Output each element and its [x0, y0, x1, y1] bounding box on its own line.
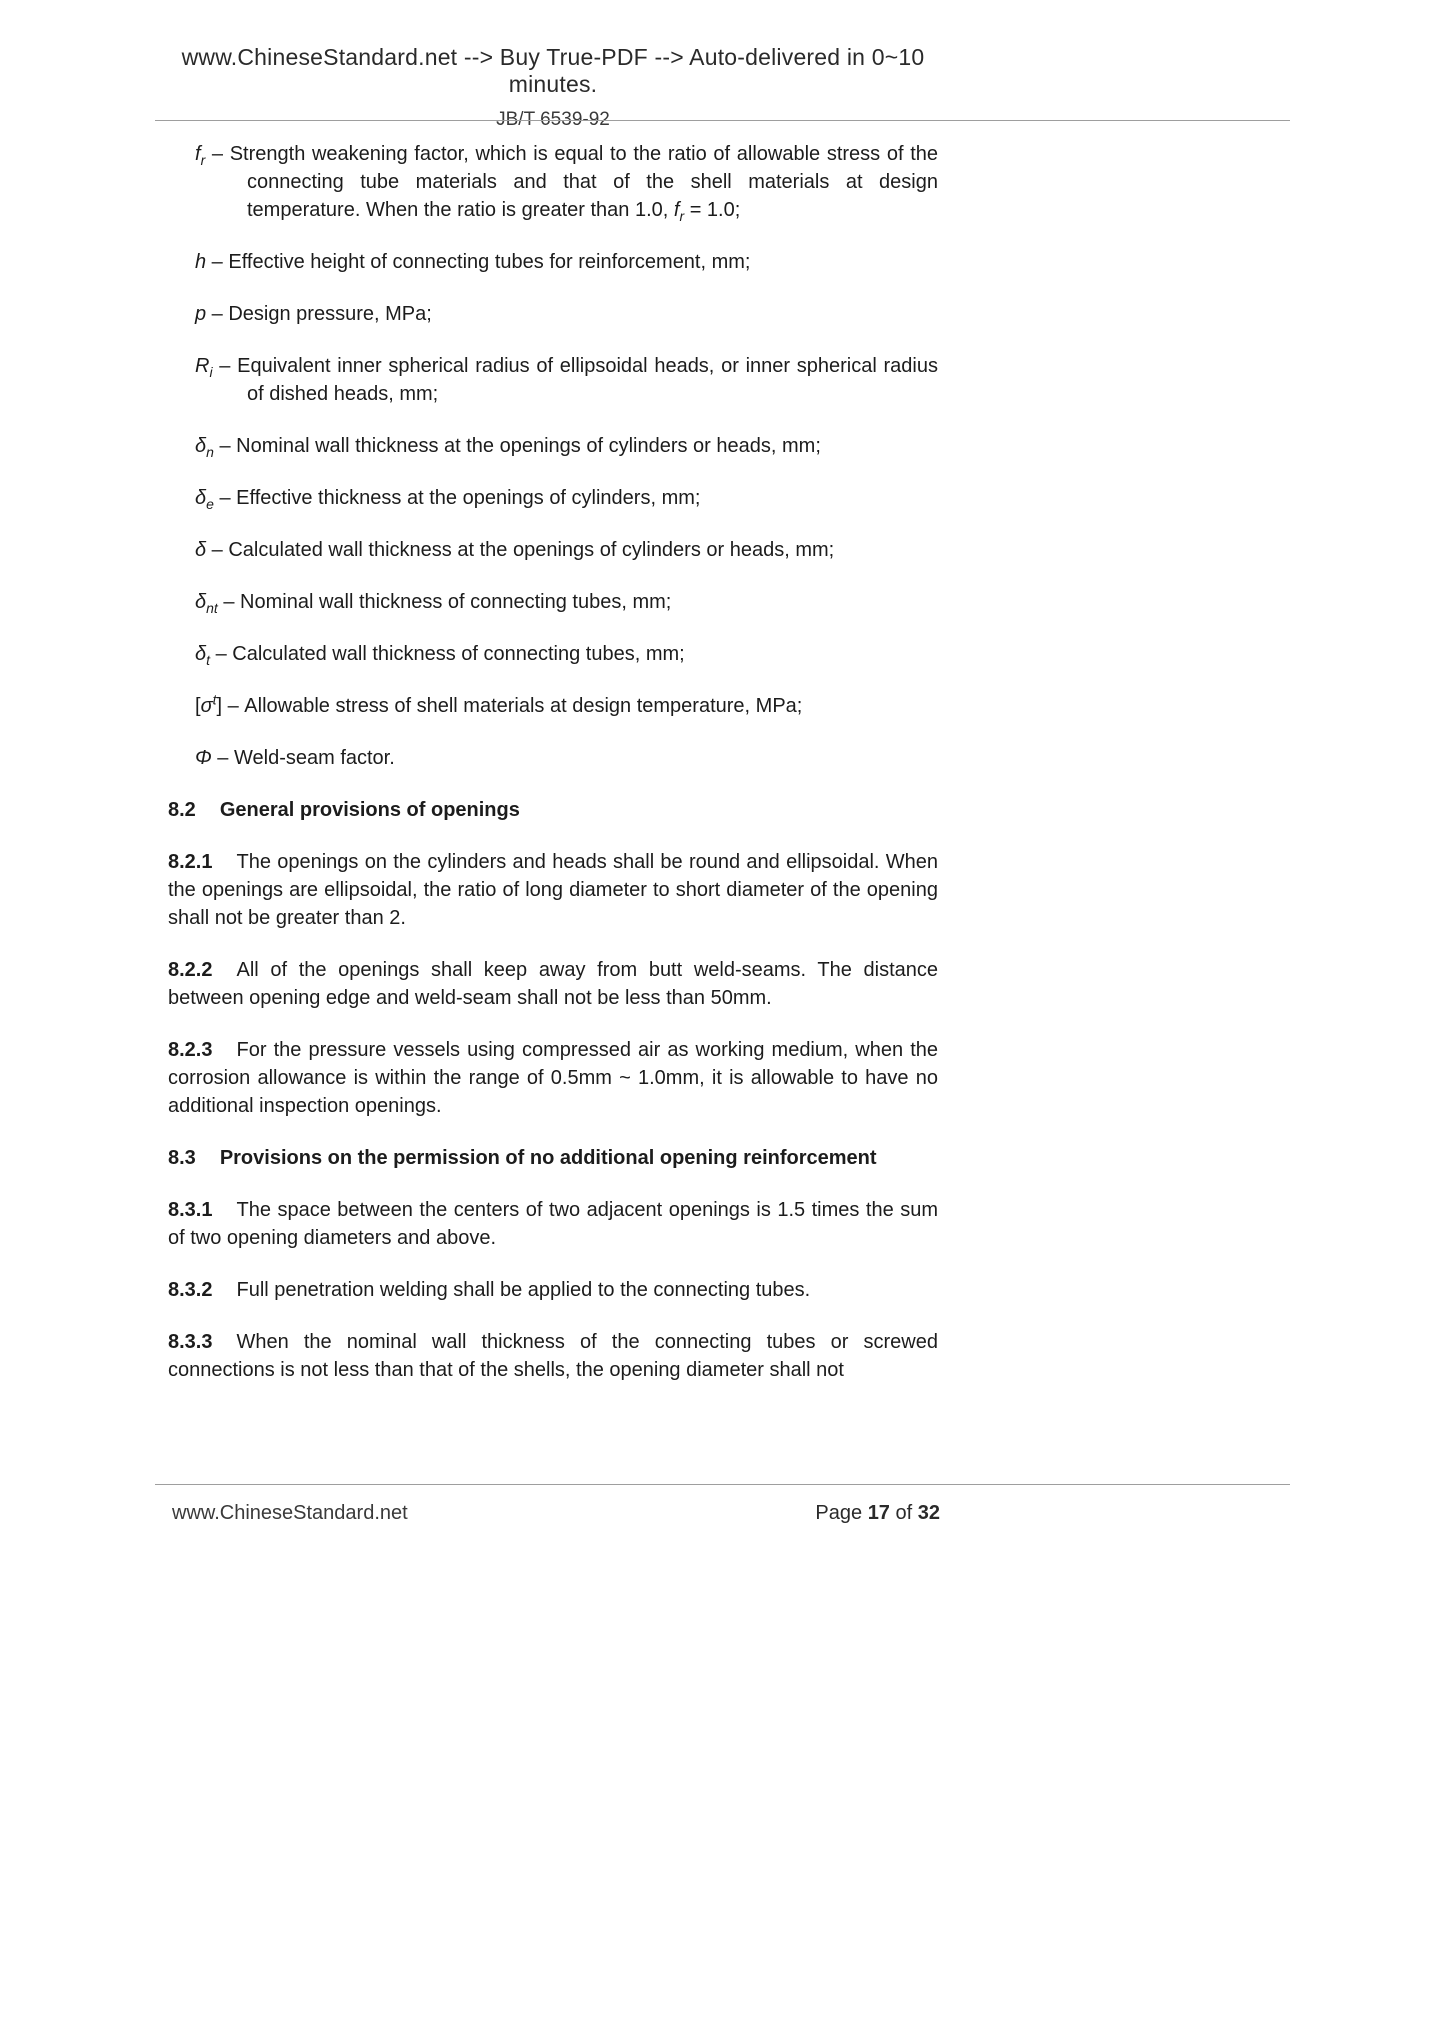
- definition-item: [195, 300, 938, 328]
- text-segment: n: [206, 444, 214, 460]
- section-text: The openings on the cylinders and heads shall be round and ellipsoidal. When the openings are ellipsoidal, the ratio of long diameter to short diameter of the opening shall not be greater than 2.: [168, 851, 938, 929]
- text-segment: nt: [206, 600, 218, 616]
- definition-item: [195, 640, 938, 668]
- text-segment: – Weld-seam factor.: [211, 747, 395, 769]
- footer-rule: [155, 1484, 1290, 1485]
- definition-item: [195, 744, 938, 772]
- section-number: 8.3.2: [168, 1279, 213, 1301]
- text-segment: – Calculated wall thickness of connecting tubes, mm;: [210, 643, 685, 665]
- text-segment: ] – Allowable stress of shell materials at design temperature, MPa;: [216, 695, 803, 717]
- text-segment: e: [206, 496, 214, 512]
- text-segment: Φ: [195, 747, 212, 769]
- section-number: 8.3.1: [168, 1199, 213, 1221]
- definitions-list: [168, 140, 938, 772]
- section-text: When the nominal wall thickness of the connecting tubes or screwed connections is not less than that of the shells, the opening diameter shall not: [168, 1331, 938, 1381]
- header-rule: [155, 120, 1290, 121]
- section-number: 8.3.3: [168, 1331, 213, 1353]
- page-footer: [172, 1502, 940, 1525]
- footer-site: www.ChineseStandard.net: [172, 1502, 408, 1524]
- text-segment: – Calculated wall thickness at the openings of cylinders or heads, mm;: [206, 539, 835, 561]
- text-segment: t: [212, 691, 217, 708]
- section-text: For the pressure vessels using compressed air as working medium, when the corrosion allowance is within the range of 0.5mm ~ 1.0mm, it is allowable to have no additional inspection openings.: [168, 1039, 938, 1117]
- text-segment: δ: [195, 591, 207, 613]
- section-number: 8.2.2: [168, 959, 213, 981]
- text-segment: – Equivalent inner spherical radius of ellipsoidal heads, or inner spherical radius of dished heads, mm;: [212, 355, 938, 405]
- section-paragraph: [168, 1036, 938, 1120]
- footer-of-word: of: [895, 1502, 913, 1524]
- section-text: All of the openings shall keep away from butt weld-seams. The distance between opening edge and weld-seam shall not be less than 50mm.: [168, 959, 938, 1009]
- section-paragraph: [168, 848, 938, 932]
- text-segment: δ: [195, 539, 207, 561]
- page-header: [168, 44, 938, 131]
- section-text: Full penetration welding shall be applied to the connecting tubes.: [236, 1279, 811, 1301]
- definition-item: [195, 432, 938, 460]
- text-segment: – Nominal wall thickness of connecting tubes, mm;: [217, 591, 672, 613]
- text-segment: i: [209, 364, 213, 380]
- section-text: General provisions of openings: [219, 799, 520, 821]
- section-text: The space between the centers of two adjacent openings is 1.5 times the sum of two opening diameters and above.: [168, 1199, 938, 1249]
- text-segment: t: [206, 652, 211, 668]
- section-paragraph: [168, 1328, 938, 1384]
- text-segment: [: [195, 695, 201, 717]
- definition-item: [195, 484, 938, 512]
- text-segment: r: [200, 152, 206, 168]
- text-segment: – Effective height of connecting tubes for reinforcement, mm;: [206, 251, 751, 273]
- footer-page-number: 17: [867, 1502, 890, 1524]
- sections-list: [168, 796, 938, 1384]
- text-segment: σ: [200, 695, 213, 717]
- definition-item: [195, 248, 938, 276]
- section-heading: [168, 1144, 938, 1172]
- section-number: 8.2.3: [168, 1039, 213, 1061]
- section-paragraph: [168, 956, 938, 1012]
- text-segment: – Effective thickness at the openings of cylinders, mm;: [213, 487, 701, 509]
- definition-item: [195, 536, 938, 564]
- section-number: 8.2: [168, 799, 196, 821]
- text-segment: = 1.0;: [684, 199, 741, 221]
- definition-item: [195, 588, 938, 616]
- text-segment: h: [195, 251, 207, 273]
- text-segment: R: [195, 355, 210, 377]
- text-segment: f: [195, 143, 201, 165]
- definition-item: [195, 692, 938, 720]
- text-segment: – Nominal wall thickness at the openings of cylinders or heads, mm;: [213, 435, 821, 457]
- text-segment: r: [679, 208, 685, 224]
- section-text: Provisions on the permission of no additional opening reinforcement: [219, 1147, 877, 1169]
- text-segment: δ: [195, 487, 207, 509]
- section-heading: [168, 796, 938, 824]
- definition-item: [195, 352, 938, 408]
- definition-item: [195, 140, 938, 224]
- document-body: [168, 140, 938, 1408]
- doc-number: JB/T 6539-92: [496, 109, 610, 130]
- text-segment: δ: [195, 435, 207, 457]
- header-tagline: www.ChineseStandard.net --> Buy True-PDF --> Auto-delivered in 0~10 minutes.: [181, 44, 925, 97]
- footer-page-indicator: [815, 1502, 940, 1525]
- text-segment: δ: [195, 643, 207, 665]
- text-segment: f: [673, 199, 680, 221]
- section-number: 8.2.1: [168, 851, 213, 873]
- text-segment: – Design pressure, MPa;: [206, 303, 432, 325]
- footer-total-pages: 32: [917, 1502, 940, 1524]
- section-paragraph: [168, 1276, 938, 1304]
- footer-page-word: Page: [815, 1502, 863, 1524]
- section-number: 8.3: [168, 1147, 196, 1169]
- text-segment: p: [195, 303, 207, 325]
- section-paragraph: [168, 1196, 938, 1252]
- text-segment: – Strength weakening factor, which is equal to the ratio of allowable stress of the connecting tube materials and that of the shell materials at design temperature. When the ratio is greater than 1.0,: [205, 143, 938, 221]
